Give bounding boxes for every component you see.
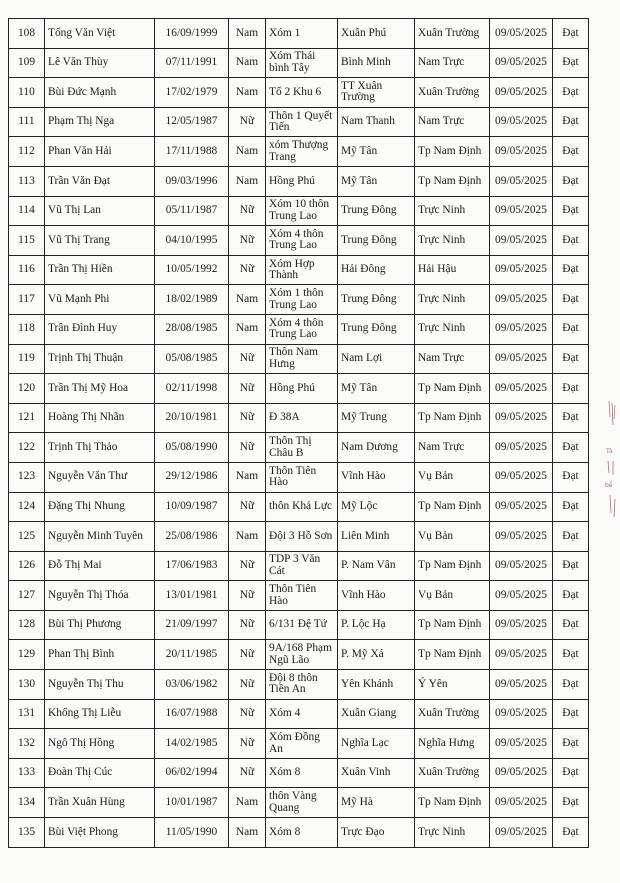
cell-date: 09/05/2025 [490,729,553,759]
cell-gender: Nữ [229,699,266,729]
cell-commune: Vĩnh Hào [338,462,415,492]
cell-address: Đội 8 thôn Tiền An [266,670,338,700]
table-row [9,196,589,226]
cell-gender: Nam [229,48,266,78]
cell-district: Tp Nam Định [415,403,490,433]
table-row [9,78,589,108]
cell-gender: Nam [229,19,266,49]
cell-commune: Xuân Giang [338,699,415,729]
cell-result: Đạt [553,78,589,108]
cell-result: Đạt [553,48,589,78]
cell-stt: 132 [9,729,45,759]
cell-name: Bùi Việt Phong [45,818,155,848]
table-row [9,166,589,196]
cell-address: Thôn Thị Châu B [266,433,338,463]
cell-name: Trịnh Thị Thảo [45,433,155,463]
cell-stt: 130 [9,670,45,700]
cell-gender: Nữ [229,107,266,137]
cell-address: thôn Vàng Quang [266,788,338,818]
cell-result: Đạt [553,462,589,492]
cell-dob: 04/10/1995 [155,226,229,256]
table-row [9,699,589,729]
cell-gender: Nữ [229,610,266,640]
results-table-body [9,19,589,848]
cell-commune: Liên Minh [338,522,415,552]
cell-dob: 20/11/1985 [155,640,229,670]
cell-stt: 125 [9,522,45,552]
cell-result: Đạt [553,522,589,552]
margin-glyph-top: Tà [606,448,613,455]
cell-commune: TT Xuân Trường [338,78,415,108]
cell-commune: Trung Đông [338,226,415,256]
cell-name: Trịnh Thị Thuận [45,344,155,374]
cell-commune: Hải Đông [338,255,415,285]
cell-commune: P. Lộc Hạ [338,610,415,640]
cell-gender: Nữ [229,433,266,463]
cell-address: Xóm 8 [266,818,338,848]
cell-district: Tp Nam Định [415,166,490,196]
cell-gender: Nữ [229,492,266,522]
cell-stt: 109 [9,48,45,78]
cell-address: Xóm 4 [266,699,338,729]
cell-stt: 123 [9,462,45,492]
cell-address: Xóm 10 thôn Trung Lao [266,196,338,226]
cell-gender: Nam [229,462,266,492]
cell-date: 09/05/2025 [490,314,553,344]
cell-gender: Nam [229,166,266,196]
cell-gender: Nữ [229,344,266,374]
cell-commune: Nam Lợi [338,344,415,374]
cell-address: Tổ 2 Khu 6 [266,78,338,108]
cell-commune: Yên Khánh [338,670,415,700]
cell-date: 09/05/2025 [490,581,553,611]
cell-district: Trực Ninh [415,226,490,256]
cell-gender: Nữ [229,670,266,700]
cell-date: 09/05/2025 [490,48,553,78]
cell-stt: 113 [9,166,45,196]
cell-dob: 29/12/1986 [155,462,229,492]
cell-date: 09/05/2025 [490,137,553,167]
cell-result: Đạt [553,492,589,522]
cell-address: Đội 3 Hồ Sơn [266,522,338,552]
cell-district: Tp Nam Định [415,137,490,167]
cell-district: Trực Ninh [415,314,490,344]
cell-district: Nam Trực [415,48,490,78]
cell-dob: 28/08/1985 [155,314,229,344]
cell-date: 09/05/2025 [490,403,553,433]
cell-gender: Nữ [229,551,266,581]
table-row [9,522,589,552]
cell-address: Thôn Nam Hưng [266,344,338,374]
cell-address: Hồng Phú [266,374,338,404]
cell-name: Bùi Thị Phương [45,610,155,640]
cell-gender: Nữ [229,758,266,788]
cell-stt: 112 [9,137,45,167]
cell-dob: 14/02/1985 [155,729,229,759]
cell-dob: 18/02/1989 [155,285,229,315]
cell-gender: Nữ [229,581,266,611]
cell-commune: Trung Đông [338,314,415,344]
cell-result: Đạt [553,255,589,285]
cell-stt: 133 [9,758,45,788]
cell-name: Phạm Thị Nga [45,107,155,137]
cell-dob: 09/03/1996 [155,166,229,196]
cell-district: Tp Nam Định [415,492,490,522]
cell-name: Vũ Thị Lan [45,196,155,226]
cell-date: 09/05/2025 [490,226,553,256]
cell-commune: Mỹ Hà [338,788,415,818]
cell-gender: Nữ [229,255,266,285]
cell-district: Xuân Trường [415,19,490,49]
cell-gender: Nam [229,285,266,315]
cell-gender: Nam [229,314,266,344]
table-row [9,403,589,433]
cell-dob: 10/09/1987 [155,492,229,522]
cell-result: Đạt [553,758,589,788]
cell-result: Đạt [553,818,589,848]
cell-district: Tp Nam Định [415,374,490,404]
cell-date: 09/05/2025 [490,788,553,818]
cell-result: Đạt [553,314,589,344]
cell-result: Đạt [553,788,589,818]
cell-name: Bùi Đức Mạnh [45,78,155,108]
cell-result: Đạt [553,551,589,581]
cell-dob: 02/11/1998 [155,374,229,404]
cell-dob: 06/02/1994 [155,758,229,788]
cell-commune: Mỹ Tân [338,137,415,167]
cell-district: Xuân Trường [415,78,490,108]
cell-commune: Bình Minh [338,48,415,78]
cell-gender: Nam [229,137,266,167]
cell-commune: Mỹ Tân [338,166,415,196]
cell-district: Vụ Bản [415,522,490,552]
cell-stt: 134 [9,788,45,818]
cell-date: 09/05/2025 [490,818,553,848]
cell-district: Nghĩa Hưng [415,729,490,759]
cell-date: 09/05/2025 [490,610,553,640]
table-row [9,670,589,700]
table-row [9,610,589,640]
cell-date: 09/05/2025 [490,551,553,581]
cell-commune: Xuân Vinh [338,758,415,788]
cell-stt: 111 [9,107,45,137]
cell-district: Trực Ninh [415,818,490,848]
cell-result: Đạt [553,374,589,404]
cell-name: Vũ Thị Trang [45,226,155,256]
cell-commune: P. Mỹ Xá [338,640,415,670]
cell-name: Đoàn Thị Cúc [45,758,155,788]
cell-gender: Nam [229,818,266,848]
cell-result: Đạt [553,670,589,700]
cell-result: Đạt [553,729,589,759]
table-row [9,729,589,759]
cell-address: Xóm 1 thôn Trung Lao [266,285,338,315]
cell-district: Ý Yên [415,670,490,700]
table-row [9,551,589,581]
cell-commune: Mỹ Tân [338,374,415,404]
cell-stt: 116 [9,255,45,285]
cell-stt: 128 [9,610,45,640]
cell-dob: 17/06/1983 [155,551,229,581]
table-row [9,314,589,344]
cell-stt: 110 [9,78,45,108]
table-row [9,462,589,492]
cell-gender: Nữ [229,403,266,433]
cell-dob: 11/05/1990 [155,818,229,848]
cell-name: Nguyễn Thị Thu [45,670,155,700]
cell-address: Xóm 4 thôn Trung Lao [266,226,338,256]
cell-district: Tp Nam Định [415,640,490,670]
table-row [9,226,589,256]
cell-gender: Nữ [229,374,266,404]
cell-dob: 12/05/1987 [155,107,229,137]
cell-name: Trần Văn Đạt [45,166,155,196]
cell-date: 09/05/2025 [490,19,553,49]
table-row [9,344,589,374]
cell-commune: Mỹ Trung [338,403,415,433]
cell-result: Đạt [553,640,589,670]
cell-commune: Trung Đông [338,196,415,226]
table-row [9,107,589,137]
cell-name: Nguyễn Văn Thư [45,462,155,492]
cell-result: Đạt [553,403,589,433]
cell-name: Trần Đình Huy [45,314,155,344]
cell-date: 09/05/2025 [490,196,553,226]
cell-commune: Nam Dương [338,433,415,463]
cell-result: Đạt [553,107,589,137]
cell-commune: P. Nam Vân [338,551,415,581]
cell-stt: 114 [9,196,45,226]
cell-result: Đạt [553,137,589,167]
cell-commune: Nghĩa Lạc [338,729,415,759]
cell-stt: 121 [9,403,45,433]
cell-name: Vũ Mạnh Phi [45,285,155,315]
cell-dob: 05/11/1987 [155,196,229,226]
table-row [9,758,589,788]
cell-district: Nam Trực [415,344,490,374]
cell-district: Vụ Bản [415,581,490,611]
cell-result: Đạt [553,285,589,315]
cell-commune: Nam Thanh [338,107,415,137]
margin-handwriting [600,395,620,525]
cell-address: Hồng Phú [266,166,338,196]
cell-name: Đỗ Thị Mai [45,551,155,581]
cell-name: Phan Thị Bình [45,640,155,670]
table-row [9,255,589,285]
cell-date: 09/05/2025 [490,640,553,670]
cell-name: Nguyễn Thị Thóa [45,581,155,611]
cell-dob: 07/11/1991 [155,48,229,78]
table-row [9,640,589,670]
cell-dob: 17/02/1979 [155,78,229,108]
cell-address: Xóm Đồng An [266,729,338,759]
cell-district: Trực Ninh [415,196,490,226]
cell-name: Trần Thị Hiền [45,255,155,285]
cell-name: Tống Văn Việt [45,19,155,49]
cell-name: Lê Văn Thùy [45,48,155,78]
cell-gender: Nam [229,522,266,552]
cell-date: 09/05/2025 [490,492,553,522]
cell-address: xóm Thượng Trang [266,137,338,167]
cell-gender: Nữ [229,729,266,759]
cell-result: Đạt [553,433,589,463]
cell-address: Xóm Hợp Thành [266,255,338,285]
cell-district: Xuân Trường [415,699,490,729]
cell-district: Nam Trực [415,107,490,137]
cell-dob: 16/07/1988 [155,699,229,729]
cell-address: 6/131 Đệ Tứ [266,610,338,640]
cell-dob: 21/09/1997 [155,610,229,640]
cell-dob: 05/08/1990 [155,433,229,463]
cell-name: Nguyễn Minh Tuyên [45,522,155,552]
cell-stt: 126 [9,551,45,581]
cell-result: Đạt [553,699,589,729]
cell-dob: 16/09/1999 [155,19,229,49]
cell-address: Xóm 4 thôn Trung Lao [266,314,338,344]
cell-date: 09/05/2025 [490,462,553,492]
cell-dob: 25/08/1986 [155,522,229,552]
cell-address: Thôn 1 Quyết Tiến [266,107,338,137]
cell-date: 09/05/2025 [490,255,553,285]
cell-dob: 20/10/1981 [155,403,229,433]
cell-district: Xuân Trường [415,758,490,788]
cell-stt: 120 [9,374,45,404]
cell-stt: 108 [9,19,45,49]
cell-address: 9A/168 Phạm Ngũ Lão [266,640,338,670]
cell-result: Đạt [553,226,589,256]
cell-result: Đạt [553,610,589,640]
cell-commune: Trực Đạo [338,818,415,848]
cell-result: Đạt [553,19,589,49]
cell-date: 09/05/2025 [490,78,553,108]
table-row [9,788,589,818]
cell-name: Hoàng Thị Nhãn [45,403,155,433]
cell-dob: 10/05/1992 [155,255,229,285]
cell-date: 09/05/2025 [490,166,553,196]
cell-stt: 122 [9,433,45,463]
cell-gender: Nữ [229,226,266,256]
cell-stt: 131 [9,699,45,729]
cell-dob: 17/11/1988 [155,137,229,167]
cell-gender: Nam [229,788,266,818]
cell-date: 09/05/2025 [490,699,553,729]
cell-address: thôn Khả Lực [266,492,338,522]
cell-stt: 118 [9,314,45,344]
cell-date: 09/05/2025 [490,522,553,552]
cell-dob: 03/06/1982 [155,670,229,700]
cell-result: Đạt [553,196,589,226]
cell-district: Tp Nam Định [415,551,490,581]
cell-date: 09/05/2025 [490,285,553,315]
cell-district: Hải Hậu [415,255,490,285]
cell-district: Vụ Bản [415,462,490,492]
cell-stt: 135 [9,818,45,848]
cell-name: Khổng Thị Liễu [45,699,155,729]
cell-stt: 124 [9,492,45,522]
cell-date: 09/05/2025 [490,107,553,137]
cell-stt: 117 [9,285,45,315]
cell-result: Đạt [553,581,589,611]
table-row [9,19,589,49]
cell-address: Xóm 8 [266,758,338,788]
cell-name: Đặng Thị Nhung [45,492,155,522]
cell-date: 09/05/2025 [490,374,553,404]
cell-date: 09/05/2025 [490,670,553,700]
cell-gender: Nam [229,78,266,108]
cell-address: Xóm Thái bình Tây [266,48,338,78]
cell-address: Thôn Tiên Hào [266,462,338,492]
cell-stt: 115 [9,226,45,256]
cell-district: Nam Trực [415,433,490,463]
cell-result: Đạt [553,166,589,196]
cell-name: Phan Văn Hải [45,137,155,167]
cell-stt: 119 [9,344,45,374]
table-row [9,433,589,463]
cell-address: Xóm 1 [266,19,338,49]
cell-stt: 129 [9,640,45,670]
cell-district: Trực Ninh [415,285,490,315]
table-row [9,48,589,78]
cell-date: 09/05/2025 [490,344,553,374]
table-row [9,581,589,611]
cell-stt: 127 [9,581,45,611]
results-table [8,18,589,848]
cell-district: Tp Nam Định [415,610,490,640]
cell-address: Đ 38A [266,403,338,433]
cell-commune: Mỹ Lộc [338,492,415,522]
cell-gender: Nữ [229,640,266,670]
cell-dob: 05/08/1985 [155,344,229,374]
cell-commune: Vĩnh Hào [338,581,415,611]
cell-address: TDP 3 Văn Cát [266,551,338,581]
cell-dob: 13/01/1981 [155,581,229,611]
cell-commune: Trung Đông [338,285,415,315]
cell-result: Đạt [553,344,589,374]
cell-date: 09/05/2025 [490,433,553,463]
table-row [9,285,589,315]
cell-address: Thôn Tiên Hào [266,581,338,611]
cell-gender: Nữ [229,196,266,226]
cell-district: Tp Nam Định [415,788,490,818]
cell-commune: Xuân Phú [338,19,415,49]
margin-glyph-bottom: bế [605,482,613,489]
cell-dob: 10/01/1987 [155,788,229,818]
table-row [9,818,589,848]
cell-name: Trần Thị Mỹ Hoa [45,374,155,404]
table-row [9,492,589,522]
cell-name: Ngô Thị Hồng [45,729,155,759]
table-row [9,137,589,167]
cell-name: Trần Xuân Hùng [45,788,155,818]
cell-date: 09/05/2025 [490,758,553,788]
table-row [9,374,589,404]
